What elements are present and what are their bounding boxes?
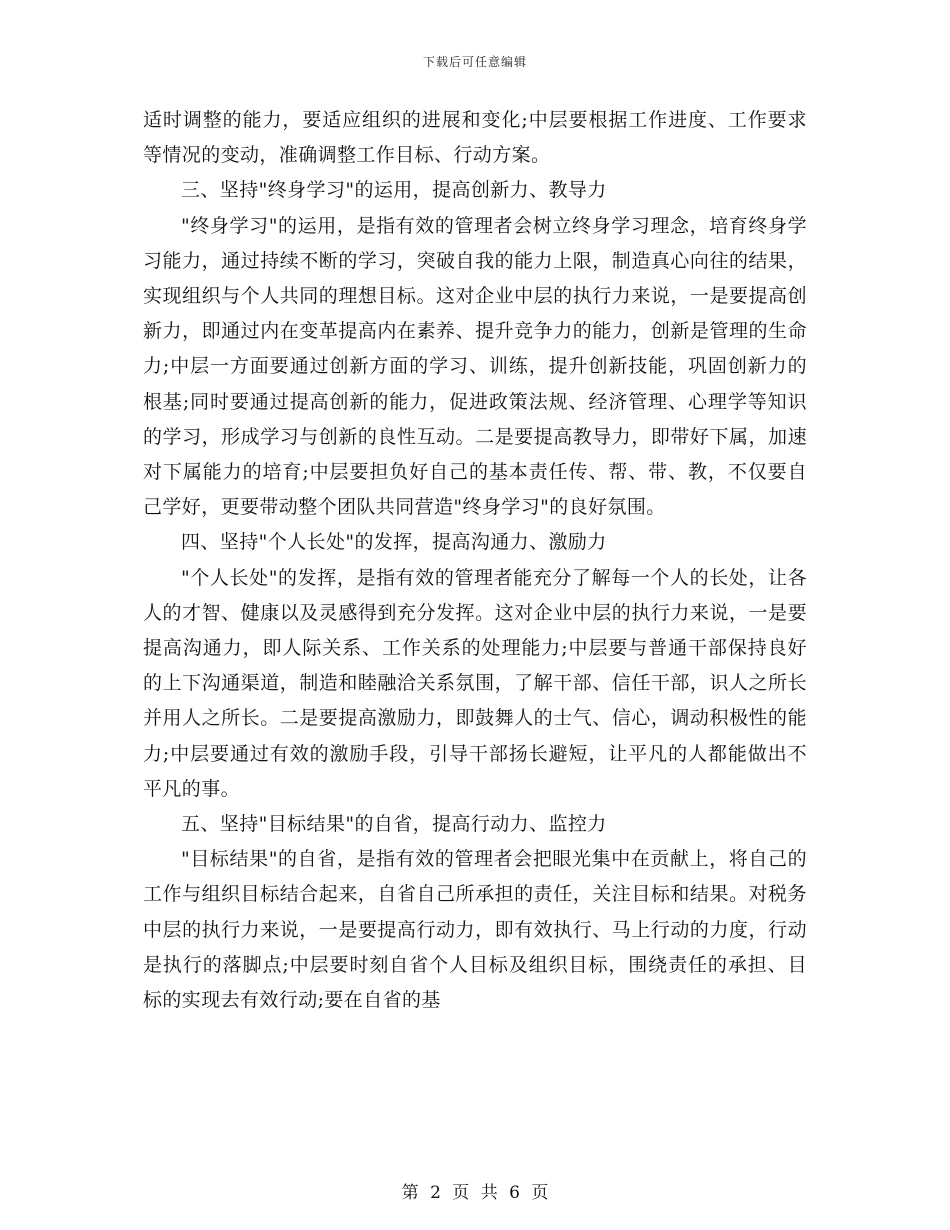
section-heading-4: 四、坚持"个人长处"的发挥，提高沟通力、激励力 bbox=[181, 531, 607, 554]
page-number-footer: 第 2 页 共 6 页 bbox=[401, 1183, 549, 1203]
page-header-note: 下载后可任意编辑 bbox=[422, 55, 527, 69]
section-heading-3: 三、坚持"终身学习"的运用，提高创新力、教导力 bbox=[181, 179, 607, 202]
paragraph-lifelong-learning: "终身学习"的运用，是指有效的管理者会树立终身学习理念，培育终身学习能力，通过持续不断的学习，突破自我的能力上限，制造真心向往的结果，实现组织与个人共同的理想目标。这对企业中层的执行力来说，一是要提高创新力，即通过内在变革提高内在素养、提升竞争力的能力，创新是管理的生命力;中层一方面要通过创新方面的学习、训练，提升创新技能，巩固创新力的根基;同时要通过提高创新的能力，促进政策法规、经济管理、心理学等知识的学习，形成学习与创新的良性互动。二是要提高教导力，即带好下属，加速对下属能力的培育;中层要担负好自己的基本责任传、帮、带、教，不仅要自己学好，更要带动整个团队共同营造"终身学习"的良好氛围。 bbox=[143, 214, 807, 519]
section-heading-5: 五、坚持"目标结果"的自省，提高行动力、监控力 bbox=[181, 813, 607, 836]
paragraph-personal-strengths: "个人长处"的发挥，是指有效的管理者能充分了解每一个人的长处，让各人的才智、健康以及灵感得到充分发挥。这对企业中层的执行力来说，一是要提高沟通力，即人际关系、工作关系的处理能力;中层要与普通干部保持良好的上下沟通渠道，制造和睦融洽关系氛围，了解干部、信任干部，识人之所长并用人之所长。二是要提高激励力，即鼓舞人的士气、信心，调动积极性的能力;中层要通过有效的激励手段，引导干部扬长避短，让平凡的人都能做出不平凡的事。 bbox=[143, 566, 807, 800]
paragraph-goal-results: "目标结果"的自省，是指有效的管理者会把眼光集中在贡献上，将自己的工作与组织目标结合起来，自省自己所承担的责任，关注目标和结果。对税务中层的执行力来说，一是要提高行动力，即有效执行、马上行动的力度，行动是执行的落脚点;中层要时刻自省个人目标及组织目标，围绕责任的承担、目标的实现去有效行动;要在自省的基 bbox=[143, 848, 807, 1012]
paragraph-continuation: 适时调整的能力，要适应组织的进展和变化;中层要根据工作进度、工作要求等情况的变动，准确调整工作目标、行动方案。 bbox=[143, 109, 807, 167]
document-body bbox=[143, 103, 807, 1018]
